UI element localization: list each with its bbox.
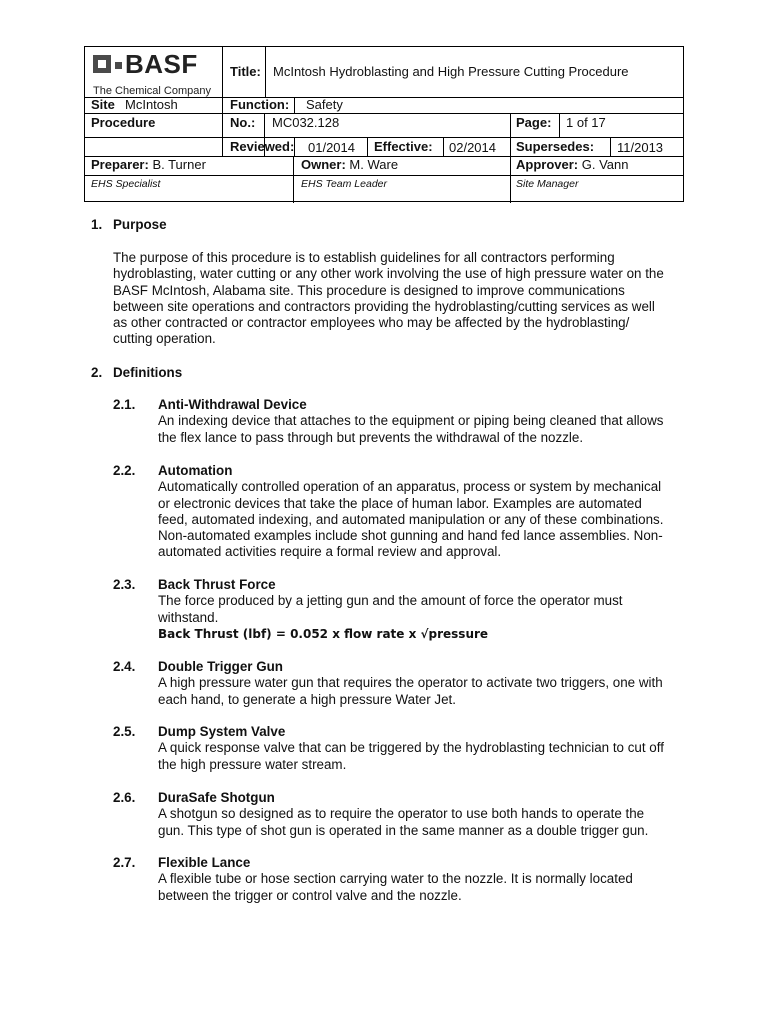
section-number: 2. <box>91 365 103 380</box>
page-value: 1 of 17 <box>566 115 606 130</box>
definition-line: gun. This type of shot gun is operated in the same manner as a double trigger gun. <box>158 822 649 838</box>
definition-line: each hand, to generate a high pressure Water Jet. <box>158 691 457 707</box>
back-thrust-formula: Back Thrust (lbf) = 0.052 x flow rate x √pressure <box>158 626 489 641</box>
definition-anti-withdrawal-device <box>158 397 688 446</box>
paragraph-line: hydroblasting, water cutting or any other work involving the use of high pressure water on the <box>113 266 664 282</box>
supersedes-date: 11/2013 <box>617 140 664 155</box>
header-table <box>84 46 684 202</box>
procedure-label: Procedure <box>91 115 156 130</box>
paragraph-line: cutting operation. <box>113 331 216 347</box>
function-label: Function: <box>230 97 290 112</box>
definition-line: A flexible tube or hose section carrying water to the nozzle. It is normally located <box>158 871 633 887</box>
section-title-purpose: Purpose <box>113 217 167 232</box>
preparer-role: EHS Specialist <box>91 178 161 190</box>
preparer-label: Preparer: <box>91 157 149 172</box>
definition-automation <box>158 463 688 561</box>
definition-line: feed, automated indexing, and automated manipulation or any of these combinations. <box>158 511 664 527</box>
reviewed-date: 01/2014 <box>308 140 355 155</box>
definition-term: Dump System Valve <box>158 724 286 739</box>
definition-number: 2.4. <box>113 659 136 674</box>
definition-number: 2.7. <box>113 855 136 870</box>
definition-line: The force produced by a jetting gun and the amount of force the operator must <box>158 593 623 609</box>
document-title: McIntosh Hydroblasting and High Pressure Cutting Procedure <box>273 64 629 79</box>
paragraph-line: BASF McIntosh, Alabama site. This procedure is designed to improve communications <box>113 282 625 298</box>
definition-line: the high pressure water stream. <box>158 756 347 772</box>
definition-line: A high pressure water gun that requires the operator to activate two triggers, one with <box>158 675 663 691</box>
logo-wordmark: BASF <box>125 49 198 79</box>
definition-number: 2.1. <box>113 397 136 412</box>
definition-durasafe-shotgun <box>158 790 688 839</box>
definition-line: between the trigger or control valve and the nozzle. <box>158 887 462 903</box>
preparer-name: B. Turner <box>152 157 206 172</box>
owner-label: Owner: <box>301 157 346 172</box>
preparer-field <box>91 157 206 173</box>
definition-term: Automation <box>158 463 233 478</box>
definition-line: Non-automated examples include shot gunning and hand fed lance assemblies. Non- <box>158 528 663 544</box>
section-number: 1. <box>91 217 103 232</box>
section-title-definitions: Definitions <box>113 365 183 380</box>
function-value: Safety <box>306 97 343 112</box>
paragraph-line: as other contracted or contractor employees who may be affected by the hydroblasting/ <box>113 315 630 331</box>
definition-term: DuraSafe Shotgun <box>158 790 275 805</box>
definition-term: Anti-Withdrawal Device <box>158 397 307 412</box>
definition-back-thrust-force <box>158 577 688 642</box>
definition-line: automated activities require a formal review and approval. <box>158 544 502 560</box>
owner-role: EHS Team Leader <box>301 178 387 190</box>
owner-name: M. Ware <box>349 157 399 172</box>
site-value: McIntosh <box>125 97 178 112</box>
logo-tagline: The Chemical Company <box>93 85 211 97</box>
approver-field <box>516 157 628 173</box>
approver-role: Site Manager <box>516 178 579 190</box>
definition-line: A shotgun so designed as to require the operator to use both hands to operate the <box>158 806 645 822</box>
definition-number: 2.6. <box>113 790 136 805</box>
definition-line: A quick response valve that can be triggered by the hydroblasting technician to cut off <box>158 740 664 756</box>
definition-number: 2.3. <box>113 577 136 592</box>
owner-field <box>301 157 398 173</box>
definition-number: 2.2. <box>113 463 136 478</box>
number-label: No.: <box>230 115 256 130</box>
procedure-number: MC032.128 <box>272 115 340 130</box>
paragraph-line: The purpose of this procedure is to establish guidelines for all contractors performing <box>113 250 615 265</box>
site-label: Site <box>91 97 115 112</box>
definition-line: or electronic devices that take the place of human labor. Examples are automated <box>158 495 642 511</box>
paragraph-line: between site operations and contractors providing the hydroblasting/cutting services as well <box>113 298 655 314</box>
reviewed-label: Reviewed: <box>230 139 295 154</box>
definition-number: 2.5. <box>113 724 136 739</box>
definition-term: Flexible Lance <box>158 855 251 870</box>
definition-flexible-lance <box>158 855 688 904</box>
effective-date: 02/2014 <box>449 140 496 155</box>
definition-double-trigger-gun <box>158 659 688 708</box>
definition-dump-system-valve <box>158 724 688 773</box>
approver-label: Approver: <box>516 157 579 172</box>
supersedes-label: Supersedes: <box>516 139 595 154</box>
definition-term: Back Thrust Force <box>158 577 276 592</box>
approver-name: G. Vann <box>581 157 629 172</box>
purpose-paragraph <box>113 250 693 348</box>
basf-logo <box>93 49 223 98</box>
definition-line: the flex lance to pass through but prevents the withdrawal of the nozzle. <box>158 429 584 445</box>
definition-term: Double Trigger Gun <box>158 659 283 674</box>
definition-line: Automatically controlled operation of an apparatus, process or system by mechanical <box>158 479 662 495</box>
definition-line: withstand. <box>158 609 219 625</box>
title-label: Title: <box>230 64 261 79</box>
page-label: Page: <box>516 115 552 130</box>
definition-line: An indexing device that attaches to the equipment or piping being cleaned that allows <box>158 413 664 429</box>
effective-label: Effective: <box>374 139 433 154</box>
